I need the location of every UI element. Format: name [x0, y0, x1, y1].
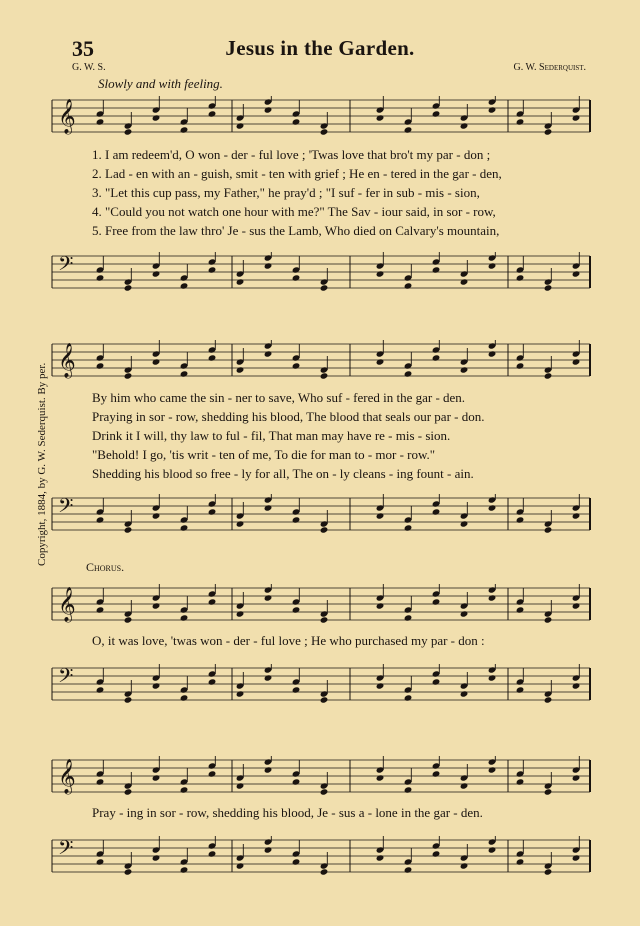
system-4-bass-staff [46, 836, 594, 876]
note-head [544, 128, 553, 135]
note-head [96, 362, 105, 369]
note-head [208, 354, 217, 361]
note-head [180, 866, 189, 873]
note-head [376, 774, 385, 781]
note-head [376, 358, 385, 365]
note-head [124, 696, 133, 703]
hymn-title: Jesus in the Garden. [225, 36, 415, 60]
note-head [432, 508, 441, 515]
treble-clef-icon: 𝄞 [58, 587, 76, 622]
note-head [264, 846, 273, 853]
note-head [544, 526, 553, 533]
note-head [292, 778, 301, 785]
note-head [544, 868, 553, 875]
note-head [320, 526, 329, 533]
note-head [516, 274, 525, 281]
note-head [264, 766, 273, 773]
note-head [460, 610, 469, 617]
note-head [180, 694, 189, 701]
note-head [152, 854, 161, 861]
note-head [488, 766, 497, 773]
note-head [488, 350, 497, 357]
note-head [152, 270, 161, 277]
note-head [404, 786, 413, 793]
note-head [264, 350, 273, 357]
note-head [460, 520, 469, 527]
note-head [460, 862, 469, 869]
note-head [516, 118, 525, 125]
bass-clef-icon: 𝄢 [58, 252, 74, 280]
note-head [376, 512, 385, 519]
system-1-verse-4: 4. "Could you not watch one hour with me?" The Sav - iour said, in sor - row, [92, 204, 496, 219]
note-head [320, 128, 329, 135]
note-head [572, 512, 581, 519]
note-head [292, 686, 301, 693]
note-head [96, 118, 105, 125]
note-head [572, 114, 581, 121]
system-1-verse-1: 1. I am redeem'd, O won - der - ful love ; 'Twas love that bro't my par - don ; [92, 147, 491, 162]
bass-clef-icon: 𝄢 [58, 494, 74, 522]
system-2-verse-2: Praying in sor - row, shedding his blood, The blood that seals our par - don. [92, 409, 485, 424]
note-head [516, 686, 525, 693]
note-head [236, 862, 245, 869]
note-head [544, 616, 553, 623]
note-head [96, 778, 105, 785]
note-head [264, 504, 273, 511]
note-head [488, 594, 497, 601]
note-head [516, 606, 525, 613]
system-2-verse-1: By him who came the sin - ner to save, Who suf - fered in the gar - den. [92, 390, 466, 405]
system-2-verse-5: Shedding his blood so free - ly for all, The on - ly cleans - ing fount - ain. [92, 466, 474, 481]
bass-clef-icon: 𝄢 [58, 664, 74, 692]
music-credit: G. W. Sederquist. [513, 62, 586, 73]
system-1-verse-5: 5. Free from the law thro' Je - sus the Lamb, Who died on Calvary's mountain, [92, 223, 500, 238]
system-2-bass-staff [46, 494, 594, 534]
note-head [96, 858, 105, 865]
note-head [264, 674, 273, 681]
note-head [292, 516, 301, 523]
note-head [572, 682, 581, 689]
system-1-verse-3: 3. "Let this cup pass, my Father," he pray'd ; "I suf - fer in sub - mis - sion, [92, 185, 480, 200]
note-head [208, 850, 217, 857]
note-head [460, 690, 469, 697]
note-head [432, 266, 441, 273]
note-head [236, 278, 245, 285]
note-head [516, 858, 525, 865]
bass-clef-icon: 𝄢 [58, 836, 74, 864]
system-1-bass-staff [46, 252, 594, 292]
note-head [572, 774, 581, 781]
system-2-verse-4: "Behold! I go, 'tis writ - ten of me, To die for man to - mor - row." [92, 447, 436, 462]
note-head [432, 678, 441, 685]
note-head [488, 674, 497, 681]
note-head [404, 614, 413, 621]
note-head [376, 270, 385, 277]
system-2-verse-3: Drink it I will, thy law to ful - fil, That man may have re - mis - sion. [92, 428, 451, 443]
treble-clef-icon: 𝄞 [58, 343, 76, 378]
note-head [572, 270, 581, 277]
note-head [488, 846, 497, 853]
note-head [236, 782, 245, 789]
note-head [432, 770, 441, 777]
note-head [152, 602, 161, 609]
note-head [96, 686, 105, 693]
treble-clef-icon: 𝄞 [58, 759, 76, 794]
note-head [460, 122, 469, 129]
note-head [572, 854, 581, 861]
note-head [208, 770, 217, 777]
note-head [208, 266, 217, 273]
tempo-marking: Slowly and with feeling. [98, 76, 223, 91]
note-head [180, 370, 189, 377]
note-head [404, 524, 413, 531]
note-head [320, 372, 329, 379]
note-head [544, 788, 553, 795]
note-head [208, 598, 217, 605]
note-head [208, 508, 217, 515]
note-head [432, 354, 441, 361]
note-head [180, 614, 189, 621]
system-3-chorus-line: O, it was love, 'twas won - der - ful love ; He who purchased my par - don : [92, 633, 485, 648]
note-head [516, 362, 525, 369]
note-head [404, 282, 413, 289]
note-head [236, 610, 245, 617]
note-head [376, 854, 385, 861]
note-head [516, 778, 525, 785]
treble-clef-icon: 𝄞 [58, 99, 76, 134]
note-head [376, 114, 385, 121]
note-head [236, 366, 245, 373]
note-head [208, 110, 217, 117]
note-head [124, 868, 133, 875]
system-4-treble-staff [46, 756, 594, 796]
note-head [96, 274, 105, 281]
note-head [124, 284, 133, 291]
note-head [152, 682, 161, 689]
note-head [152, 512, 161, 519]
note-head [292, 858, 301, 865]
note-head [404, 126, 413, 133]
note-head [152, 358, 161, 365]
note-head [236, 520, 245, 527]
note-head [488, 504, 497, 511]
note-head [264, 262, 273, 269]
system-1-treble-staff [46, 96, 594, 136]
hymn-number: 35 [72, 36, 94, 61]
note-head [292, 362, 301, 369]
note-head [264, 106, 273, 113]
note-head [124, 788, 133, 795]
note-head [488, 262, 497, 269]
note-head [460, 278, 469, 285]
note-head [152, 114, 161, 121]
note-head [180, 786, 189, 793]
note-head [96, 606, 105, 613]
note-head [124, 526, 133, 533]
note-head [180, 126, 189, 133]
system-3-bass-staff [46, 664, 594, 704]
note-head [180, 524, 189, 531]
note-head [124, 372, 133, 379]
note-head [320, 616, 329, 623]
note-head [292, 274, 301, 281]
note-head [264, 594, 273, 601]
note-head [432, 850, 441, 857]
note-head [376, 602, 385, 609]
note-head [488, 106, 497, 113]
note-head [572, 602, 581, 609]
note-head [124, 128, 133, 135]
note-head [544, 284, 553, 291]
words-credit: G. W. S. [72, 62, 106, 73]
note-head [432, 110, 441, 117]
note-head [96, 516, 105, 523]
note-head [516, 516, 525, 523]
note-head [404, 694, 413, 701]
system-2-treble-staff [46, 340, 594, 380]
note-head [460, 782, 469, 789]
system-3-treble-staff [46, 584, 594, 624]
note-head [152, 774, 161, 781]
note-head [572, 358, 581, 365]
note-head [180, 282, 189, 289]
note-head [320, 284, 329, 291]
note-head [460, 366, 469, 373]
note-head [236, 122, 245, 129]
note-head [292, 606, 301, 613]
note-head [376, 682, 385, 689]
note-head [544, 696, 553, 703]
note-head [432, 598, 441, 605]
system-4-chorus-line: Pray - ing in sor - row, shedding his blood, Je - sus a - lone in the gar - den. [92, 805, 483, 820]
note-head [236, 690, 245, 697]
note-head [124, 616, 133, 623]
chorus-label: Chorus. [86, 560, 125, 574]
note-head [208, 678, 217, 685]
copyright-notice: Copyright, 1884, by G. W. Sederquist. By per. [36, 362, 48, 566]
note-head [320, 696, 329, 703]
note-head [404, 370, 413, 377]
note-head [404, 866, 413, 873]
note-head [544, 372, 553, 379]
note-head [320, 868, 329, 875]
system-1-verse-2: 2. Lad - en with an - guish, smit - ten with grief ; He en - tered in the gar - den, [92, 166, 502, 181]
note-head [292, 118, 301, 125]
note-head [320, 788, 329, 795]
